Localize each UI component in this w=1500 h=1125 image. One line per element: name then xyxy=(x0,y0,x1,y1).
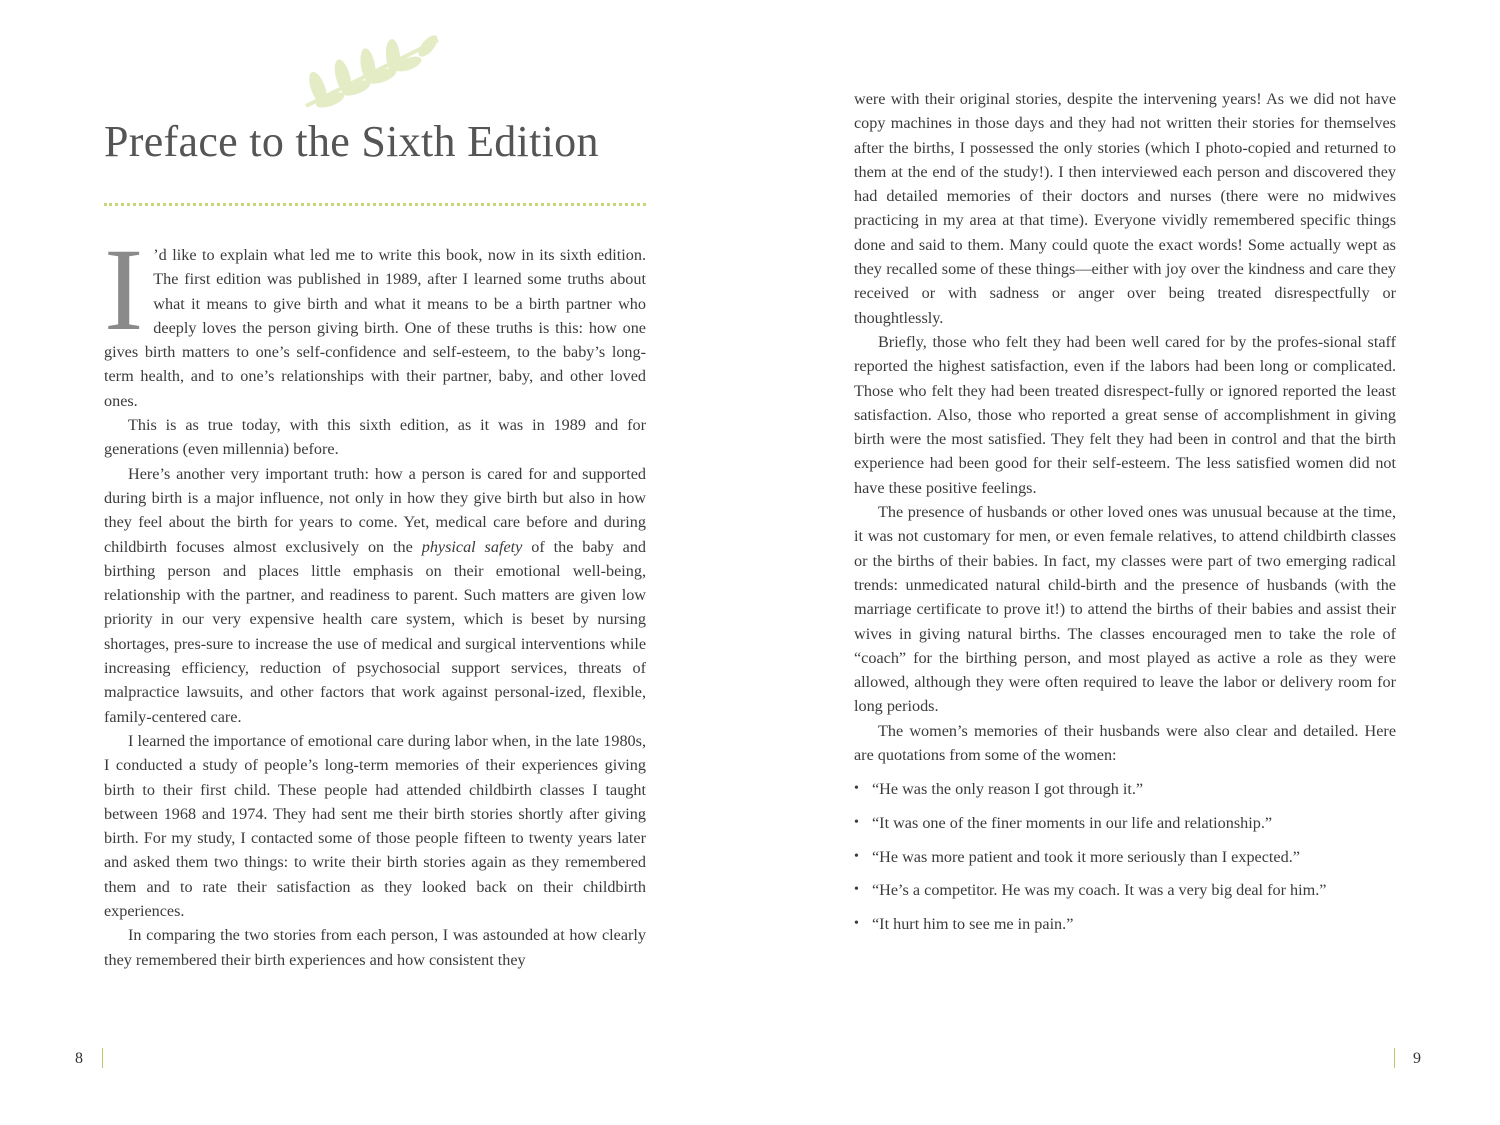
quote-list xyxy=(854,777,1396,936)
folio-divider xyxy=(1394,1048,1395,1068)
paragraph: I learned the importance of emotional care during labor when, in the late 1980s, I conducted a study of people’s long-term memories of their experiences giving birth to their first child. These people had attended childbirth classes I taught between 1968 and 1974. They had sent me their birth stories shortly after giving birth. For my study, I contacted some of those people fifteen to twenty years later and asked them two things: to write their birth stories again as they remembered them and to rate their satisfaction as they looked back on their childbirth experiences. xyxy=(104,731,646,921)
list-item: • “He was more patient and took it more seriously than I expected.” xyxy=(854,845,1396,869)
bullet-icon: • xyxy=(854,814,859,830)
paragraph: The women’s memories of their husbands were also clear and detailed. Here are quotations from some of the women: xyxy=(854,721,1396,765)
right-text-column xyxy=(854,87,1396,945)
drop-cap: I xyxy=(104,224,144,355)
leaf-ornament-icon xyxy=(288,32,448,112)
paragraph: Here’s another very important truth: how a person is cared for and supported during birth is a major influence, not only in how they give birth but also in how they feel about the birth for years to come. Yet, medical care before and during childbirth focuses almost exclusively on the physical safety of the baby and birthing person and places little emphasis on their emotional well-being, relationship with the partner, and readiness to parent. Such matters are given low priority in our very expensive health care system, which is beset by nursing shortages, pres-sure to increase the use of medical and surgical interventions while increasing efficiency, reduction of psychosocial support services, threats of malpractice lawsuits, and other factors that work against personal-ized, flexible, family-centered care. xyxy=(104,464,647,726)
list-item: • “It hurt him to see me in pain.” xyxy=(854,912,1396,936)
paragraph: Briefly, those who felt they had been well cared for by the profes-sional staff reported the highest satisfaction, even if the labors had been long or complicated. Those who felt they had been treated disrespect-fully or ignored reported the least satisfaction. Also, those who reported a great sense of accomplishment in giving birth were the most satisfied. They felt they had been in control and that the birth experience had been good for their self-esteem. The less satisfied women did not have these positive feelings. xyxy=(854,332,1396,497)
paragraph: were with their original stories, despite the intervening years! As we did not have copy machines in those days and they had not written their stories for themselves after the births, I possessed the only stories (which I photo-copied and returned to them at the end of the study!). I then interviewed each person and discovered they had detailed memories of their doctors and nurses (there were no midwives practicing in my area at that time). Everyone vividly remembered specific things done and said to them. Many could quote the exact words! Some actually wept as they recalled some of these things—either with joy over the kindness and care they received or with sadness or anger over being treated disrespectfully or thoughtlessly. xyxy=(854,90,1396,327)
page-number: 8 xyxy=(75,1050,83,1067)
folio-divider xyxy=(102,1048,103,1068)
bullet-icon: • xyxy=(854,781,859,797)
list-item: • “He was the only reason I got through it.” xyxy=(854,777,1396,801)
emphasis: physical safety xyxy=(421,537,523,556)
paragraph: This is as true today, with this sixth edition, as it was in 1989 and for generations (even millennia) before. xyxy=(104,416,646,459)
list-item: • “It was one of the finer moments in our life and relationship.” xyxy=(854,811,1396,835)
right-page xyxy=(750,0,1500,1125)
bullet-icon: • xyxy=(854,882,859,898)
paragraph: In comparing the two stories from each person, I was astounded at how clearly they remembered their birth experiences and how consistent they xyxy=(104,926,646,969)
paragraph: I ’d like to explain what led me to write this book, now in its sixth edition. The first edition was published in 1989, after I learned some truths about what it means to give birth and what it means to be a birth partner who deeply loves the person giving birth. One of these truths is this: how one gives birth matters to one’s self-confidence and self-esteem, to the baby’s long-term health, and to one’s relationships with their partner, baby, and other loved ones. xyxy=(104,224,646,410)
chapter-title: Preface to the Sixth Edition xyxy=(104,117,599,166)
page-number: 9 xyxy=(1413,1050,1421,1067)
list-item: • “He’s a competitor. He was my coach. It was a very big deal for him.” xyxy=(854,878,1396,902)
left-text-column xyxy=(104,224,647,972)
paragraph: The presence of husbands or other loved ones was unusual because at the time, it was not customary for men, or even female relatives, to attend childbirth classes or the births of their babies. In fact, my classes were part of two emerging radical trends: unmedicated natural child-birth and the presence of husbands (with the marriage certificate to prove it!) to attend the births of their babies and assist their wives in giving natural births. The classes encouraged men to take the role of “coach” for the birthing person, and most played as active a role as they were allowed, although they were often required to leave the labor or delivery room for long periods. xyxy=(854,503,1396,716)
title-divider xyxy=(104,203,646,206)
bullet-icon: • xyxy=(854,848,859,864)
bullet-icon: • xyxy=(854,915,859,931)
